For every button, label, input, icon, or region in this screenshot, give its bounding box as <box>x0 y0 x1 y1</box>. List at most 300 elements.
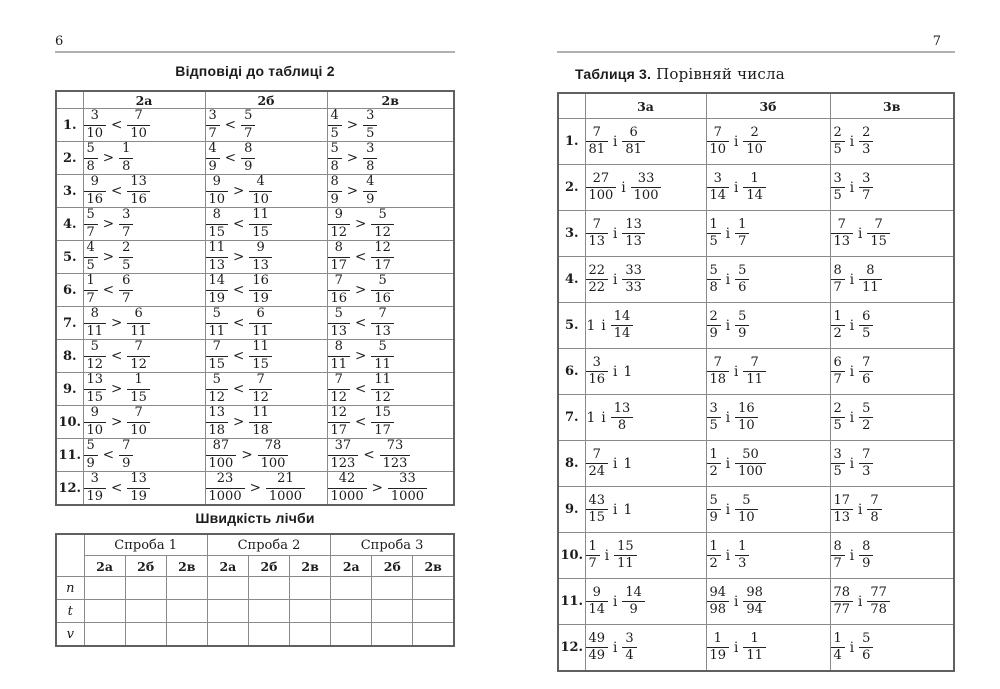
fraction <box>743 172 766 204</box>
fraction <box>735 402 758 434</box>
fraction <box>859 172 873 204</box>
denominator: 16 <box>86 191 104 207</box>
denominator: 14 <box>709 188 727 203</box>
table-cell <box>830 579 954 625</box>
fraction <box>249 406 272 438</box>
denominator: 15 <box>870 234 887 249</box>
row-number: 1. <box>56 109 83 142</box>
denominator: 8 <box>709 280 718 295</box>
table-cell <box>327 109 454 142</box>
denominator: 4 <box>625 648 634 663</box>
denominator: 10 <box>709 142 727 157</box>
denominator: 14 <box>613 326 631 341</box>
denominator: 16 <box>374 290 391 306</box>
denominator: 9 <box>208 158 217 174</box>
fraction <box>707 540 721 572</box>
empty-cell <box>413 623 454 647</box>
table-cell <box>585 487 706 533</box>
compare-title-bold: Таблиця 3. <box>575 66 652 82</box>
numerator: 4 <box>84 241 98 257</box>
fraction <box>328 142 342 174</box>
conjunction: і <box>849 271 855 288</box>
fraction <box>622 586 645 618</box>
fraction <box>735 218 749 250</box>
numerator: 7 <box>867 494 881 510</box>
denominator: 8 <box>617 418 627 433</box>
numerator: 78 <box>258 439 289 455</box>
numerator: 13 <box>622 218 645 234</box>
denominator: 6 <box>738 280 747 295</box>
denominator: 17 <box>374 422 391 438</box>
fraction <box>249 307 272 339</box>
numerator: 7 <box>328 373 351 389</box>
row-number: 10. <box>56 406 83 439</box>
numerator: 1 <box>735 540 749 556</box>
compare-title <box>575 66 785 82</box>
fraction <box>707 264 721 296</box>
sub-column-header: 2в <box>166 556 207 577</box>
fraction <box>743 632 766 664</box>
table-row <box>558 441 954 487</box>
denominator: 10 <box>130 422 147 438</box>
fraction <box>622 218 645 250</box>
denominator: 94 <box>746 602 763 617</box>
fraction <box>206 274 229 306</box>
numerator: 5 <box>371 208 394 224</box>
corner-cell <box>56 534 84 577</box>
numerator: 5 <box>371 340 394 356</box>
conjunction: і <box>858 225 863 242</box>
table-cell <box>205 175 327 208</box>
denominator: 7 <box>86 290 95 306</box>
table-cell <box>205 439 327 472</box>
denominator: 3 <box>862 142 871 157</box>
denominator: 13 <box>374 323 391 339</box>
denominator: 7 <box>833 556 842 571</box>
numerator: 11 <box>249 340 272 356</box>
comparison-operator: < <box>233 282 245 298</box>
table-cell <box>83 241 205 274</box>
table-row <box>56 472 454 506</box>
table-row <box>56 577 454 600</box>
denominator: 98 <box>709 602 727 617</box>
empty-cell <box>372 600 413 623</box>
numerator: 8 <box>206 208 229 224</box>
numerator: 33 <box>631 172 662 188</box>
table-cell <box>585 579 706 625</box>
numerator: 23 <box>206 472 245 488</box>
conjunction: і <box>849 317 855 334</box>
numerator: 6 <box>859 310 873 326</box>
whole-number: 1 <box>623 501 633 518</box>
comparison-operator: > <box>241 447 253 463</box>
fraction <box>84 472 107 504</box>
table-cell <box>83 109 205 142</box>
fraction <box>622 264 645 296</box>
compare-table <box>557 92 955 672</box>
fraction <box>831 218 854 250</box>
fraction <box>707 448 721 480</box>
numerator: 1 <box>735 218 749 234</box>
table-row <box>56 175 454 208</box>
numerator: 4 <box>249 175 272 191</box>
fraction <box>371 307 394 339</box>
empty-cell <box>84 600 125 623</box>
fraction <box>611 402 634 434</box>
fraction <box>258 439 289 471</box>
fraction <box>707 310 721 342</box>
denominator: 8 <box>366 158 375 174</box>
conjunction: і <box>725 225 731 242</box>
numerator: 2 <box>859 126 873 142</box>
denominator: 9 <box>862 556 871 571</box>
sub-column-header: 2в <box>290 556 331 577</box>
numerator: 12 <box>371 241 394 257</box>
numerator: 13 <box>206 406 229 422</box>
denominator: 10 <box>252 191 269 207</box>
conjunction: і <box>734 133 739 150</box>
denominator: 13 <box>588 234 606 249</box>
denominator: 18 <box>252 422 269 438</box>
numerator: 5 <box>328 307 351 323</box>
conjunction: і <box>725 547 731 564</box>
comparison-operator: > <box>233 249 245 265</box>
speed-table <box>55 533 455 647</box>
row-label: v <box>56 623 84 647</box>
fraction <box>631 172 662 204</box>
comparison-operator: < <box>233 381 245 397</box>
conjunction: і <box>725 501 731 518</box>
table-row <box>558 487 954 533</box>
conjunction: і <box>601 409 606 426</box>
denominator: 6 <box>862 372 871 387</box>
empty-cell <box>290 600 331 623</box>
row-number: 10. <box>558 533 585 579</box>
numerator: 5 <box>84 439 98 455</box>
comparison-operator: > <box>249 480 261 496</box>
comparison-operator: > <box>355 282 367 298</box>
numerator: 5 <box>735 494 758 510</box>
table-cell <box>830 165 954 211</box>
conjunction: і <box>858 593 863 610</box>
numerator: 9 <box>206 175 229 191</box>
table-cell <box>83 373 205 406</box>
denominator: 123 <box>382 455 408 471</box>
conjunction: і <box>613 363 618 380</box>
table-row <box>56 373 454 406</box>
row-number: 8. <box>558 441 585 487</box>
numerator: 21 <box>266 472 305 488</box>
fraction <box>84 340 107 372</box>
fraction <box>707 126 730 158</box>
numerator: 78 <box>831 586 854 602</box>
comparison-operator: > <box>346 117 359 133</box>
denominator: 7 <box>244 125 253 141</box>
fraction <box>586 218 609 250</box>
denominator: 12 <box>374 389 391 405</box>
fraction <box>831 402 845 434</box>
numerator: 3 <box>707 172 730 188</box>
numerator: 5 <box>206 307 229 323</box>
table-cell <box>706 395 830 441</box>
row-number: 11. <box>558 579 585 625</box>
table-cell <box>830 257 954 303</box>
fraction <box>735 540 749 572</box>
row-number: 7. <box>56 307 83 340</box>
row-label: t <box>56 600 84 623</box>
denominator: 5 <box>366 125 375 141</box>
table-cell <box>830 441 954 487</box>
table-cell <box>706 487 830 533</box>
numerator: 9 <box>328 208 351 224</box>
fraction <box>127 472 150 504</box>
fraction <box>84 439 98 471</box>
comparison-operator: > <box>371 480 383 496</box>
numerator: 7 <box>127 340 150 356</box>
table-cell <box>205 307 327 340</box>
numerator: 42 <box>328 472 367 488</box>
table-cell <box>205 142 327 175</box>
denominator: 7 <box>122 224 131 240</box>
denominator: 15 <box>208 224 226 240</box>
conjunction: і <box>613 593 618 610</box>
numerator: 6 <box>249 307 272 323</box>
column-header: 3а <box>585 93 706 119</box>
table-cell <box>706 303 830 349</box>
table-row <box>558 257 954 303</box>
fraction <box>328 274 351 306</box>
numerator: 14 <box>622 586 645 602</box>
table-row <box>56 307 454 340</box>
conjunction: і <box>725 409 731 426</box>
denominator: 11 <box>86 323 104 339</box>
denominator: 15 <box>252 356 269 372</box>
numerator: 7 <box>707 356 730 372</box>
numerator: 13 <box>127 472 150 488</box>
numerator: 7 <box>831 218 854 234</box>
comparison-operator: > <box>102 216 115 232</box>
empty-cell <box>290 623 331 647</box>
table-row <box>558 533 954 579</box>
denominator: 19 <box>709 648 727 663</box>
fraction <box>831 264 845 296</box>
empty-cell <box>413 600 454 623</box>
denominator: 16 <box>588 372 606 387</box>
empty-cell <box>331 623 372 647</box>
numerator: 94 <box>707 586 730 602</box>
denominator: 16 <box>330 290 348 306</box>
fraction <box>328 109 342 141</box>
table-cell <box>83 307 205 340</box>
table-cell <box>706 211 830 257</box>
denominator: 7 <box>833 372 842 387</box>
denominator: 15 <box>130 389 147 405</box>
denominator: 5 <box>709 234 718 249</box>
numerator: 5 <box>707 264 721 280</box>
denominator: 16 <box>130 191 147 207</box>
denominator: 81 <box>588 142 606 157</box>
conjunction: і <box>734 179 739 196</box>
table-cell <box>83 472 205 506</box>
fraction <box>328 175 342 207</box>
numerator: 8 <box>831 264 845 280</box>
numerator: 27 <box>586 172 617 188</box>
conjunction: і <box>858 501 863 518</box>
denominator: 19 <box>208 290 226 306</box>
denominator: 8 <box>870 510 879 525</box>
row-number: 1. <box>558 119 585 165</box>
numerator: 7 <box>127 109 150 125</box>
conjunction: і <box>621 179 626 196</box>
row-number: 12. <box>558 625 585 672</box>
sub-column-header: 2б <box>372 556 413 577</box>
comparison-operator: < <box>224 150 237 166</box>
header-row <box>56 91 454 109</box>
denominator: 7 <box>208 125 217 141</box>
numerator: 2 <box>707 310 721 326</box>
numerator: 7 <box>586 218 609 234</box>
fraction <box>206 340 229 372</box>
conjunction: і <box>849 547 855 564</box>
table-row <box>56 109 454 142</box>
denominator: 11 <box>130 323 147 339</box>
fraction <box>371 274 394 306</box>
conjunction: і <box>725 271 731 288</box>
numerator: 1 <box>586 540 600 556</box>
conjunction: і <box>849 409 855 426</box>
denominator: 14 <box>588 602 606 617</box>
denominator: 7 <box>122 290 131 306</box>
comparison-operator: < <box>355 381 367 397</box>
table-cell <box>830 303 954 349</box>
sub-column-header: 2б <box>125 556 166 577</box>
table-cell <box>706 165 830 211</box>
fraction <box>241 142 255 174</box>
empty-cell <box>290 577 331 600</box>
table-row <box>56 340 454 373</box>
fraction <box>859 310 873 342</box>
header-row <box>558 93 954 119</box>
whole-number: 1 <box>623 455 633 472</box>
empty-cell <box>166 600 207 623</box>
fraction <box>206 373 229 405</box>
conjunction: і <box>725 317 731 334</box>
numerator: 17 <box>831 494 854 510</box>
fraction <box>84 406 107 438</box>
table-cell <box>83 142 205 175</box>
conjunction: і <box>601 317 606 334</box>
fraction <box>84 241 98 273</box>
denominator: 15 <box>252 224 269 240</box>
fraction <box>831 356 845 388</box>
table-cell <box>706 257 830 303</box>
empty-cell <box>125 600 166 623</box>
table-row <box>558 625 954 672</box>
table-row <box>558 395 954 441</box>
denominator: 9 <box>738 326 747 341</box>
fraction <box>206 142 220 174</box>
numerator: 87 <box>206 439 237 455</box>
denominator: 15 <box>588 510 606 525</box>
denominator: 14 <box>746 188 763 203</box>
comparison-operator: < <box>102 447 115 463</box>
comparison-operator: > <box>233 414 245 430</box>
row-number: 6. <box>56 274 83 307</box>
fraction <box>206 175 229 207</box>
numerator: 1 <box>831 310 845 326</box>
fraction <box>831 448 845 480</box>
row-number: 9. <box>56 373 83 406</box>
header-rule-right <box>557 51 955 53</box>
comparison-operator: > <box>233 183 245 199</box>
comparison-operator: > <box>111 381 123 397</box>
numerator: 3 <box>84 472 107 488</box>
numerator: 7 <box>119 439 133 455</box>
table-cell <box>830 395 954 441</box>
fraction <box>859 540 873 572</box>
conjunction: і <box>849 179 855 196</box>
table-cell <box>205 340 327 373</box>
numerator: 2 <box>743 126 766 142</box>
fraction <box>586 264 609 296</box>
row-number: 3. <box>558 211 585 257</box>
fraction <box>249 373 272 405</box>
denominator: 15 <box>86 389 104 405</box>
numerator: 5 <box>241 109 255 125</box>
denominator: 18 <box>709 372 727 387</box>
numerator: 2 <box>831 402 845 418</box>
numerator: 4 <box>363 175 377 191</box>
numerator: 6 <box>831 356 845 372</box>
whole-number: 1 <box>586 317 596 334</box>
numerator: 8 <box>241 142 255 158</box>
table-cell <box>585 119 706 165</box>
table-row <box>56 208 454 241</box>
table-cell <box>706 119 830 165</box>
fraction <box>707 586 730 618</box>
empty-cell <box>166 577 207 600</box>
denominator: 11 <box>374 356 391 372</box>
denominator: 22 <box>588 280 606 295</box>
fraction <box>586 494 609 526</box>
row-number: 4. <box>558 257 585 303</box>
numerator: 3 <box>119 208 133 224</box>
comparison-operator: > <box>111 414 123 430</box>
denominator: 5 <box>86 257 95 273</box>
fraction <box>206 406 229 438</box>
sub-column-header: 2а <box>207 556 248 577</box>
conjunction: і <box>604 547 610 564</box>
denominator: 5 <box>833 142 842 157</box>
denominator: 5 <box>709 418 718 433</box>
comparison-operator: > <box>346 183 359 199</box>
denominator: 2 <box>709 556 718 571</box>
denominator: 5 <box>833 418 842 433</box>
numerator: 5 <box>707 494 721 510</box>
denominator: 12 <box>374 224 391 240</box>
comparison-operator: < <box>233 315 245 331</box>
numerator: 9 <box>84 406 107 422</box>
numerator: 9 <box>84 175 107 191</box>
numerator: 7 <box>328 274 351 290</box>
denominator: 1000 <box>330 488 364 504</box>
numerator: 7 <box>867 218 890 234</box>
fraction <box>859 126 873 158</box>
table-row <box>56 142 454 175</box>
sub-column-header: 2в <box>413 556 454 577</box>
row-number: 8. <box>56 340 83 373</box>
table-cell <box>83 208 205 241</box>
